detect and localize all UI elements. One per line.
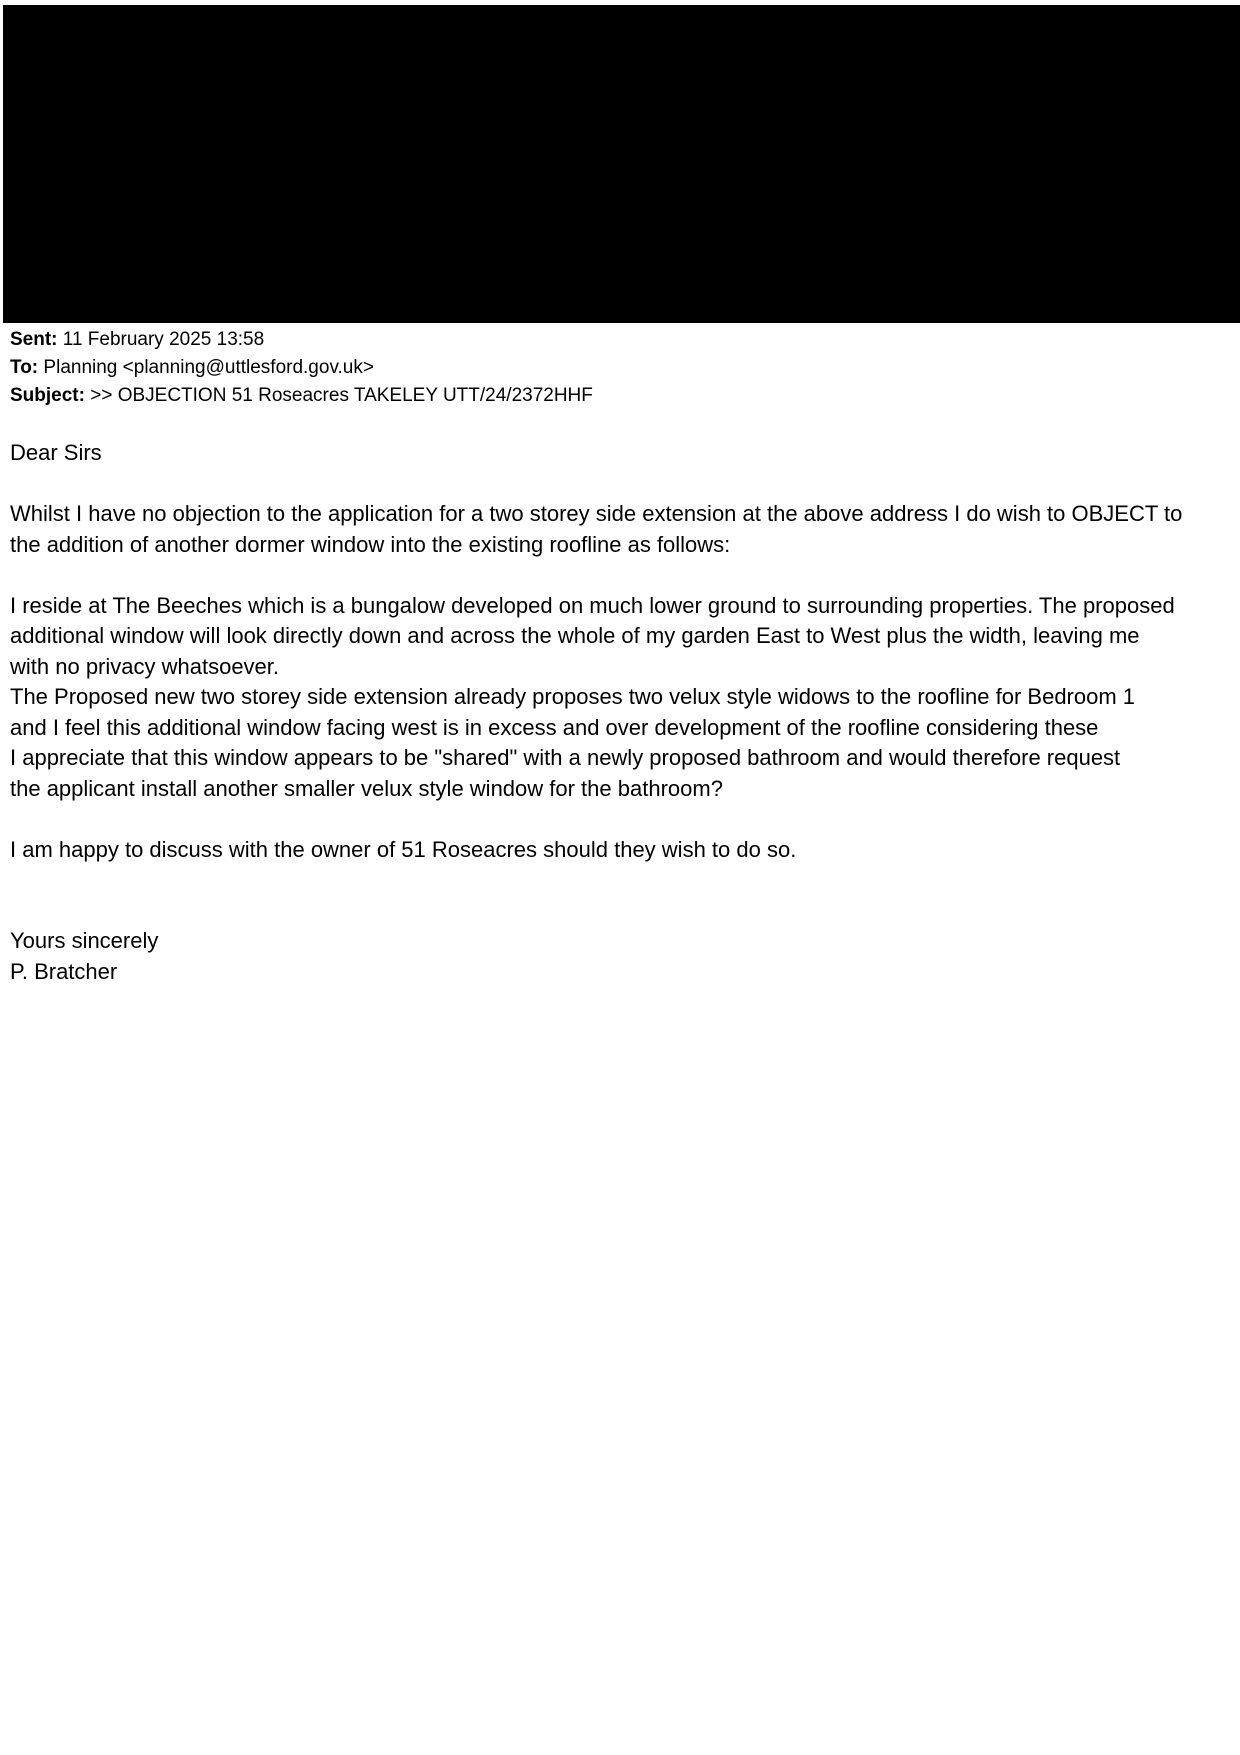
to-label: To: bbox=[10, 357, 39, 378]
redacted-block bbox=[3, 5, 1240, 323]
paragraph2-line: with no privacy whatsoever. bbox=[10, 653, 280, 679]
paragraph2-line: the applicant install another smaller velux style window for the bathroom? bbox=[10, 775, 723, 801]
paragraph2-line: I reside at The Beeches which is a bungalow developed on much lower ground to surrounding properties. The proposed bbox=[10, 592, 1175, 618]
greeting: Dear Sirs bbox=[10, 440, 102, 465]
paragraph3: I am happy to discuss with the owner of 51 Roseacres should they wish to do so. bbox=[10, 836, 797, 862]
sent-value: 11 February 2025 13:58 bbox=[62, 329, 265, 350]
paragraph2-line: I appreciate that this window appears to be "shared" with a newly proposed bathroom and would therefore request bbox=[10, 745, 1121, 770]
to-line bbox=[10, 354, 1220, 382]
subject-line bbox=[10, 382, 1220, 410]
paragraph2-line: The Proposed new two storey side extension already proposes two velux style widows to the roofline for Bedroom 1 bbox=[10, 684, 1136, 709]
email-body bbox=[10, 438, 1235, 987]
signature: P. Bratcher bbox=[10, 958, 118, 984]
subject-label: Subject: bbox=[10, 385, 85, 406]
to-value: Planning <planning@uttlesford.gov.uk> bbox=[43, 357, 374, 378]
subject-value: >> OBJECTION 51 Roseacres TAKELEY UTT/24/2372HHF bbox=[90, 385, 593, 406]
sent-label: Sent: bbox=[10, 329, 58, 350]
paragraph2-line: and I feel this additional window facing west is in excess and over development of the roofline considering these bbox=[10, 714, 1099, 740]
closing: Yours sincerely bbox=[10, 928, 159, 953]
paragraph1-line: Whilst I have no objection to the application for a two storey side extension at the above address I do wish to OBJECT to bbox=[10, 501, 1183, 526]
paragraph2-line: additional window will look directly down and across the whole of my garden East to West plus the width, leaving me bbox=[10, 623, 1140, 648]
paragraph1-line: the addition of another dormer window into the existing roofline as follows: bbox=[10, 531, 731, 557]
sent-line bbox=[10, 326, 1220, 354]
email-header bbox=[10, 326, 1220, 410]
